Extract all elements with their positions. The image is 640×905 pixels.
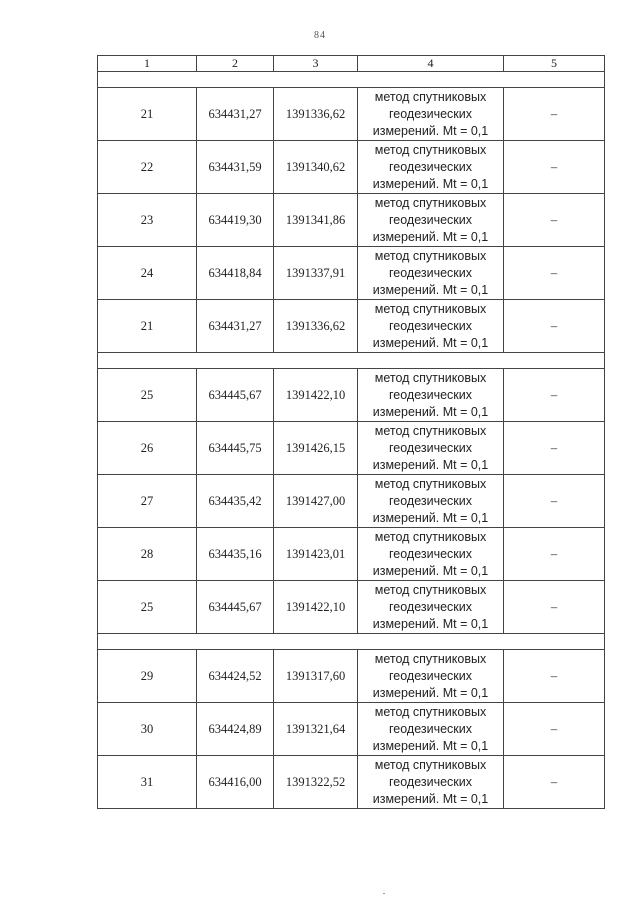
method-cell [358, 756, 504, 809]
table-row [98, 475, 605, 528]
x-coordinate-cell: 634418,84 [197, 247, 274, 300]
method-text: геодезических [388, 440, 472, 455]
method-text: измерений. Mt = 0,1 [372, 738, 489, 753]
point-number-cell: 29 [98, 650, 197, 703]
method-cell [358, 141, 504, 194]
x-coordinate-cell: 634445,67 [197, 369, 274, 422]
group-separator-row [98, 634, 605, 650]
point-number-cell: 30 [98, 703, 197, 756]
y-coordinate-cell: 1391340,62 [274, 141, 358, 194]
method-text: метод спутниковых [374, 423, 487, 438]
x-coordinate-cell: 634435,16 [197, 528, 274, 581]
dash-cell: – [504, 88, 605, 141]
scan-mark [383, 893, 385, 894]
dash-cell: – [504, 141, 605, 194]
method-text: геодезических [388, 493, 472, 508]
point-number-cell: 31 [98, 756, 197, 809]
method-text: метод спутниковых [374, 582, 487, 597]
y-coordinate-cell: 1391321,64 [274, 703, 358, 756]
point-number-cell: 28 [98, 528, 197, 581]
method-cell [358, 475, 504, 528]
y-coordinate-cell: 1391336,62 [274, 88, 358, 141]
dash-cell: – [504, 247, 605, 300]
separator-cell [98, 72, 605, 88]
point-number-cell: 25 [98, 581, 197, 634]
point-number-cell: 25 [98, 369, 197, 422]
method-text: метод спутниковых [374, 370, 487, 385]
column-header: 4 [358, 56, 504, 72]
y-coordinate-cell: 1391427,00 [274, 475, 358, 528]
x-coordinate-cell: 634445,67 [197, 581, 274, 634]
method-text: измерений. Mt = 0,1 [372, 457, 489, 472]
dash-cell: – [504, 703, 605, 756]
method-text: метод спутниковых [374, 301, 487, 316]
y-coordinate-cell: 1391423,01 [274, 528, 358, 581]
dash-cell: – [504, 422, 605, 475]
dash-cell: – [504, 194, 605, 247]
method-cell [358, 194, 504, 247]
method-cell [358, 528, 504, 581]
x-coordinate-cell: 634435,42 [197, 475, 274, 528]
method-text: измерений. Mt = 0,1 [372, 510, 489, 525]
x-coordinate-cell: 634431,27 [197, 300, 274, 353]
y-coordinate-cell: 1391341,86 [274, 194, 358, 247]
x-coordinate-cell: 634424,52 [197, 650, 274, 703]
method-text: измерений. Mt = 0,1 [372, 229, 489, 244]
x-coordinate-cell: 634431,27 [197, 88, 274, 141]
method-text: измерений. Mt = 0,1 [372, 685, 489, 700]
method-text: метод спутниковых [374, 529, 487, 544]
column-header: 3 [274, 56, 358, 72]
dash-cell: – [504, 475, 605, 528]
y-coordinate-cell: 1391337,91 [274, 247, 358, 300]
table-row [98, 300, 605, 353]
dash-cell: – [504, 300, 605, 353]
dash-cell: – [504, 756, 605, 809]
method-text: метод спутниковых [374, 757, 487, 772]
table-row [98, 369, 605, 422]
header-row [98, 56, 605, 72]
method-text: измерений. Mt = 0,1 [372, 616, 489, 631]
method-text: геодезических [388, 159, 472, 174]
table-row [98, 650, 605, 703]
method-cell [358, 369, 504, 422]
method-cell [358, 650, 504, 703]
method-text: метод спутниковых [374, 704, 487, 719]
table-row [98, 141, 605, 194]
page-number: 84 [314, 30, 326, 41]
method-text: измерений. Mt = 0,1 [372, 123, 489, 138]
method-text: метод спутниковых [374, 89, 487, 104]
method-text: геодезических [388, 721, 472, 736]
column-header: 5 [504, 56, 605, 72]
point-number-cell: 21 [98, 300, 197, 353]
table-row [98, 703, 605, 756]
method-text: измерений. Mt = 0,1 [372, 282, 489, 297]
method-text: метод спутниковых [374, 142, 487, 157]
method-text: геодезических [388, 318, 472, 333]
x-coordinate-cell: 634424,89 [197, 703, 274, 756]
point-number-cell: 23 [98, 194, 197, 247]
coordinates-table [97, 55, 605, 809]
point-number-cell: 21 [98, 88, 197, 141]
method-cell [358, 300, 504, 353]
table-row [98, 756, 605, 809]
dash-cell: – [504, 650, 605, 703]
dash-cell: – [504, 528, 605, 581]
method-text: метод спутниковых [374, 248, 487, 263]
point-number-cell: 24 [98, 247, 197, 300]
method-text: измерений. Mt = 0,1 [372, 176, 489, 191]
method-cell [358, 247, 504, 300]
method-text: геодезических [388, 265, 472, 280]
point-number-cell: 27 [98, 475, 197, 528]
group-separator-row [98, 353, 605, 369]
x-coordinate-cell: 634416,00 [197, 756, 274, 809]
table-row [98, 247, 605, 300]
method-cell [358, 703, 504, 756]
table-row [98, 194, 605, 247]
method-text: геодезических [388, 599, 472, 614]
dash-cell: – [504, 581, 605, 634]
y-coordinate-cell: 1391422,10 [274, 369, 358, 422]
x-coordinate-cell: 634431,59 [197, 141, 274, 194]
y-coordinate-cell: 1391426,15 [274, 422, 358, 475]
method-text: геодезических [388, 546, 472, 561]
method-text: измерений. Mt = 0,1 [372, 563, 489, 578]
method-text: геодезических [388, 774, 472, 789]
method-text: измерений. Mt = 0,1 [372, 335, 489, 350]
method-text: измерений. Mt = 0,1 [372, 404, 489, 419]
method-cell [358, 88, 504, 141]
method-text: измерений. Mt = 0,1 [372, 791, 489, 806]
table-body [98, 72, 605, 809]
dash-cell: – [504, 369, 605, 422]
separator-cell [98, 634, 605, 650]
table-row [98, 88, 605, 141]
method-text: геодезических [388, 668, 472, 683]
method-text: метод спутниковых [374, 476, 487, 491]
point-number-cell: 26 [98, 422, 197, 475]
method-cell [358, 422, 504, 475]
method-text: геодезических [388, 387, 472, 402]
y-coordinate-cell: 1391322,52 [274, 756, 358, 809]
group-separator-row [98, 72, 605, 88]
x-coordinate-cell: 634419,30 [197, 194, 274, 247]
y-coordinate-cell: 1391422,10 [274, 581, 358, 634]
y-coordinate-cell: 1391317,60 [274, 650, 358, 703]
point-number-cell: 22 [98, 141, 197, 194]
x-coordinate-cell: 634445,75 [197, 422, 274, 475]
column-header: 1 [98, 56, 197, 72]
separator-cell [98, 353, 605, 369]
table-row [98, 581, 605, 634]
method-cell [358, 581, 504, 634]
method-text: метод спутниковых [374, 651, 487, 666]
table-row [98, 422, 605, 475]
method-text: геодезических [388, 106, 472, 121]
y-coordinate-cell: 1391336,62 [274, 300, 358, 353]
table-row [98, 528, 605, 581]
method-text: геодезических [388, 212, 472, 227]
method-text: метод спутниковых [374, 195, 487, 210]
column-header: 2 [197, 56, 274, 72]
